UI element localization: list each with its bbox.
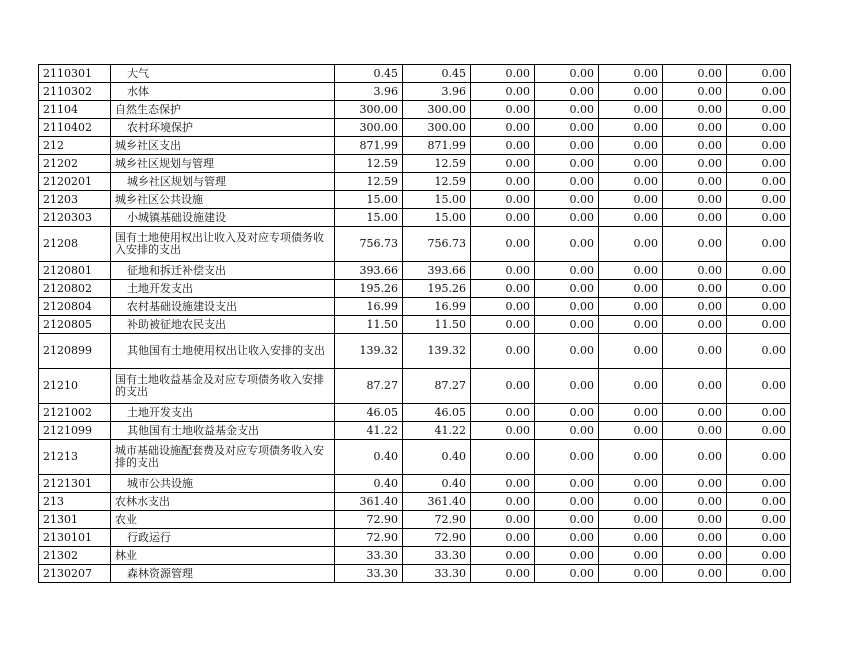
subject-name-cell: 国有土地收益基金及对应专项债务收入安排的支出 <box>111 369 335 404</box>
amount-cell: 0.00 <box>471 173 535 191</box>
amount-cell: 0.00 <box>599 422 663 440</box>
amount-cell: 0.00 <box>535 422 599 440</box>
amount-cell: 0.00 <box>535 440 599 475</box>
subject-code-cell: 2120802 <box>39 280 111 298</box>
amount-cell: 0.00 <box>727 227 791 262</box>
table-row <box>39 547 791 565</box>
subject-name-cell: 征地和拆迁补偿支出 <box>111 262 335 280</box>
amount-cell: 756.73 <box>403 227 471 262</box>
amount-cell: 0.00 <box>471 369 535 404</box>
amount-cell: 0.00 <box>535 191 599 209</box>
amount-cell: 0.00 <box>599 209 663 227</box>
amount-cell: 15.00 <box>403 191 471 209</box>
amount-cell: 0.00 <box>599 280 663 298</box>
amount-cell: 0.00 <box>727 280 791 298</box>
amount-cell: 0.00 <box>471 280 535 298</box>
amount-cell: 0.00 <box>535 334 599 369</box>
table-row <box>39 440 791 475</box>
amount-cell: 12.59 <box>335 155 403 173</box>
amount-cell: 0.00 <box>727 369 791 404</box>
amount-cell: 0.00 <box>535 529 599 547</box>
amount-cell: 3.96 <box>335 83 403 101</box>
amount-cell: 0.00 <box>599 227 663 262</box>
amount-cell: 0.00 <box>663 137 727 155</box>
amount-cell: 15.00 <box>335 191 403 209</box>
subject-name-cell: 农村环境保护 <box>111 119 335 137</box>
table-row <box>39 119 791 137</box>
amount-cell: 0.00 <box>471 334 535 369</box>
subject-code-cell: 213 <box>39 493 111 511</box>
amount-cell: 0.00 <box>535 298 599 316</box>
amount-cell: 0.00 <box>535 262 599 280</box>
subject-name-cell: 森林资源管理 <box>111 565 335 583</box>
subject-name-cell: 城乡社区支出 <box>111 137 335 155</box>
subject-code-cell: 21213 <box>39 440 111 475</box>
amount-cell: 0.00 <box>535 65 599 83</box>
table-row <box>39 334 791 369</box>
amount-cell: 0.00 <box>599 83 663 101</box>
amount-cell: 0.00 <box>471 227 535 262</box>
amount-cell: 0.00 <box>663 155 727 173</box>
amount-cell: 0.00 <box>663 422 727 440</box>
amount-cell: 0.00 <box>599 155 663 173</box>
amount-cell: 72.90 <box>403 529 471 547</box>
subject-name-cell: 农业 <box>111 511 335 529</box>
amount-cell: 0.00 <box>535 547 599 565</box>
amount-cell: 15.00 <box>335 209 403 227</box>
amount-cell: 0.00 <box>471 422 535 440</box>
amount-cell: 361.40 <box>335 493 403 511</box>
subject-name-cell: 城市公共设施 <box>111 475 335 493</box>
amount-cell: 0.00 <box>535 369 599 404</box>
budget-expenditure-table <box>38 64 791 583</box>
subject-code-cell: 21203 <box>39 191 111 209</box>
table-row <box>39 475 791 493</box>
amount-cell: 0.00 <box>599 137 663 155</box>
amount-cell: 0.40 <box>335 475 403 493</box>
amount-cell: 300.00 <box>335 101 403 119</box>
amount-cell: 0.00 <box>599 440 663 475</box>
amount-cell: 871.99 <box>335 137 403 155</box>
amount-cell: 0.00 <box>599 316 663 334</box>
amount-cell: 0.00 <box>599 529 663 547</box>
amount-cell: 0.00 <box>535 227 599 262</box>
amount-cell: 0.00 <box>727 334 791 369</box>
amount-cell: 393.66 <box>335 262 403 280</box>
subject-code-cell: 2130101 <box>39 529 111 547</box>
amount-cell: 0.00 <box>599 369 663 404</box>
amount-cell: 393.66 <box>403 262 471 280</box>
amount-cell: 0.40 <box>335 440 403 475</box>
amount-cell: 0.00 <box>663 404 727 422</box>
subject-name-cell: 其他国有土地使用权出让收入安排的支出 <box>111 334 335 369</box>
subject-name-cell: 大气 <box>111 65 335 83</box>
table-row <box>39 227 791 262</box>
amount-cell: 0.00 <box>599 565 663 583</box>
amount-cell: 0.00 <box>535 565 599 583</box>
amount-cell: 87.27 <box>335 369 403 404</box>
table-row <box>39 155 791 173</box>
amount-cell: 195.26 <box>403 280 471 298</box>
amount-cell: 0.00 <box>535 119 599 137</box>
amount-cell: 0.00 <box>471 440 535 475</box>
amount-cell: 0.00 <box>663 493 727 511</box>
amount-cell: 0.00 <box>663 262 727 280</box>
amount-cell: 33.30 <box>335 547 403 565</box>
amount-cell: 0.00 <box>663 101 727 119</box>
subject-name-cell: 行政运行 <box>111 529 335 547</box>
subject-code-cell: 2110301 <box>39 65 111 83</box>
amount-cell: 87.27 <box>403 369 471 404</box>
subject-code-cell: 21202 <box>39 155 111 173</box>
table-row <box>39 280 791 298</box>
amount-cell: 0.00 <box>663 298 727 316</box>
amount-cell: 12.59 <box>403 173 471 191</box>
amount-cell: 0.00 <box>727 83 791 101</box>
amount-cell: 0.00 <box>663 565 727 583</box>
subject-code-cell: 2120804 <box>39 298 111 316</box>
subject-code-cell: 21301 <box>39 511 111 529</box>
amount-cell: 300.00 <box>403 119 471 137</box>
amount-cell: 72.90 <box>335 529 403 547</box>
amount-cell: 0.00 <box>727 209 791 227</box>
subject-code-cell: 2121002 <box>39 404 111 422</box>
amount-cell: 0.00 <box>471 209 535 227</box>
amount-cell: 33.30 <box>335 565 403 583</box>
amount-cell: 41.22 <box>335 422 403 440</box>
amount-cell: 46.05 <box>403 404 471 422</box>
amount-cell: 0.00 <box>471 65 535 83</box>
table-row <box>39 404 791 422</box>
amount-cell: 0.00 <box>599 475 663 493</box>
amount-cell: 361.40 <box>403 493 471 511</box>
table-row <box>39 493 791 511</box>
amount-cell: 0.00 <box>663 529 727 547</box>
amount-cell: 0.00 <box>599 493 663 511</box>
subject-code-cell: 2121099 <box>39 422 111 440</box>
amount-cell: 0.00 <box>535 316 599 334</box>
amount-cell: 0.00 <box>535 155 599 173</box>
subject-name-cell: 补助被征地农民支出 <box>111 316 335 334</box>
table-row <box>39 565 791 583</box>
subject-code-cell: 21208 <box>39 227 111 262</box>
amount-cell: 0.00 <box>535 404 599 422</box>
amount-cell: 0.00 <box>663 280 727 298</box>
amount-cell: 12.59 <box>335 173 403 191</box>
amount-cell: 46.05 <box>335 404 403 422</box>
amount-cell: 0.00 <box>663 119 727 137</box>
subject-code-cell: 2110402 <box>39 119 111 137</box>
amount-cell: 0.00 <box>599 119 663 137</box>
table-row <box>39 137 791 155</box>
amount-cell: 0.00 <box>727 511 791 529</box>
amount-cell: 0.00 <box>663 511 727 529</box>
amount-cell: 0.00 <box>599 191 663 209</box>
table-row <box>39 191 791 209</box>
amount-cell: 300.00 <box>403 101 471 119</box>
amount-cell: 0.00 <box>535 493 599 511</box>
amount-cell: 0.00 <box>599 334 663 369</box>
amount-cell: 0.00 <box>727 137 791 155</box>
subject-name-cell: 农村基础设施建设支出 <box>111 298 335 316</box>
subject-code-cell: 2121301 <box>39 475 111 493</box>
subject-code-cell: 2120201 <box>39 173 111 191</box>
subject-code-cell: 2130207 <box>39 565 111 583</box>
amount-cell: 0.00 <box>727 191 791 209</box>
amount-cell: 0.00 <box>471 83 535 101</box>
amount-cell: 0.40 <box>403 475 471 493</box>
amount-cell: 0.00 <box>535 137 599 155</box>
amount-cell: 0.00 <box>727 155 791 173</box>
amount-cell: 0.00 <box>535 173 599 191</box>
table-row <box>39 173 791 191</box>
amount-cell: 0.00 <box>727 475 791 493</box>
subject-name-cell: 土地开发支出 <box>111 280 335 298</box>
table-row <box>39 262 791 280</box>
amount-cell: 300.00 <box>335 119 403 137</box>
subject-code-cell: 212 <box>39 137 111 155</box>
amount-cell: 0.00 <box>663 173 727 191</box>
amount-cell: 0.00 <box>599 404 663 422</box>
subject-code-cell: 21210 <box>39 369 111 404</box>
amount-cell: 0.00 <box>727 422 791 440</box>
amount-cell: 0.00 <box>663 191 727 209</box>
subject-name-cell: 林业 <box>111 547 335 565</box>
amount-cell: 0.00 <box>471 529 535 547</box>
amount-cell: 0.00 <box>663 475 727 493</box>
subject-name-cell: 国有土地使用权出让收入及对应专项债务收入安排的支出 <box>111 227 335 262</box>
subject-name-cell: 小城镇基础设施建设 <box>111 209 335 227</box>
amount-cell: 0.00 <box>599 65 663 83</box>
amount-cell: 0.00 <box>471 155 535 173</box>
table-row <box>39 511 791 529</box>
amount-cell: 0.00 <box>471 511 535 529</box>
amount-cell: 0.00 <box>727 316 791 334</box>
subject-name-cell: 城乡社区公共设施 <box>111 191 335 209</box>
amount-cell: 0.00 <box>599 511 663 529</box>
table-row <box>39 369 791 404</box>
amount-cell: 871.99 <box>403 137 471 155</box>
amount-cell: 0.00 <box>727 119 791 137</box>
amount-cell: 0.00 <box>535 280 599 298</box>
amount-cell: 0.00 <box>471 101 535 119</box>
table-body <box>39 65 791 583</box>
subject-name-cell: 水体 <box>111 83 335 101</box>
amount-cell: 0.00 <box>599 298 663 316</box>
amount-cell: 0.00 <box>535 83 599 101</box>
subject-name-cell: 自然生态保护 <box>111 101 335 119</box>
amount-cell: 0.00 <box>535 475 599 493</box>
amount-cell: 0.00 <box>471 493 535 511</box>
amount-cell: 0.45 <box>335 65 403 83</box>
amount-cell: 33.30 <box>403 565 471 583</box>
subject-code-cell: 2120899 <box>39 334 111 369</box>
amount-cell: 72.90 <box>335 511 403 529</box>
amount-cell: 0.00 <box>663 209 727 227</box>
amount-cell: 0.00 <box>727 101 791 119</box>
amount-cell: 33.30 <box>403 547 471 565</box>
amount-cell: 0.00 <box>663 83 727 101</box>
subject-name-cell: 农林水支出 <box>111 493 335 511</box>
amount-cell: 0.00 <box>471 119 535 137</box>
amount-cell: 0.00 <box>663 65 727 83</box>
amount-cell: 0.00 <box>727 565 791 583</box>
amount-cell: 0.00 <box>471 565 535 583</box>
table-row <box>39 101 791 119</box>
amount-cell: 11.50 <box>403 316 471 334</box>
amount-cell: 0.00 <box>663 547 727 565</box>
amount-cell: 0.00 <box>471 262 535 280</box>
subject-code-cell: 2120801 <box>39 262 111 280</box>
amount-cell: 0.00 <box>471 316 535 334</box>
subject-code-cell: 2120303 <box>39 209 111 227</box>
subject-name-cell: 其他国有土地收益基金支出 <box>111 422 335 440</box>
amount-cell: 0.40 <box>403 440 471 475</box>
amount-cell: 3.96 <box>403 83 471 101</box>
amount-cell: 0.00 <box>727 493 791 511</box>
subject-code-cell: 2110302 <box>39 83 111 101</box>
amount-cell: 0.00 <box>663 369 727 404</box>
amount-cell: 0.00 <box>471 137 535 155</box>
amount-cell: 0.00 <box>599 173 663 191</box>
amount-cell: 195.26 <box>335 280 403 298</box>
amount-cell: 0.00 <box>727 262 791 280</box>
amount-cell: 0.00 <box>471 191 535 209</box>
amount-cell: 0.00 <box>663 440 727 475</box>
amount-cell: 139.32 <box>403 334 471 369</box>
amount-cell: 16.99 <box>403 298 471 316</box>
amount-cell: 72.90 <box>403 511 471 529</box>
amount-cell: 0.00 <box>535 511 599 529</box>
table-row <box>39 83 791 101</box>
amount-cell: 12.59 <box>403 155 471 173</box>
amount-cell: 16.99 <box>335 298 403 316</box>
table-row <box>39 209 791 227</box>
subject-code-cell: 21302 <box>39 547 111 565</box>
table-row <box>39 316 791 334</box>
amount-cell: 0.00 <box>535 101 599 119</box>
amount-cell: 0.00 <box>727 173 791 191</box>
subject-code-cell: 21104 <box>39 101 111 119</box>
amount-cell: 15.00 <box>403 209 471 227</box>
amount-cell: 0.00 <box>727 65 791 83</box>
amount-cell: 0.00 <box>727 547 791 565</box>
amount-cell: 0.00 <box>471 404 535 422</box>
subject-name-cell: 土地开发支出 <box>111 404 335 422</box>
amount-cell: 0.00 <box>727 404 791 422</box>
subject-name-cell: 城乡社区规划与管理 <box>111 155 335 173</box>
subject-code-cell: 2120805 <box>39 316 111 334</box>
amount-cell: 0.00 <box>599 101 663 119</box>
table-row <box>39 529 791 547</box>
table-row <box>39 65 791 83</box>
amount-cell: 11.50 <box>335 316 403 334</box>
amount-cell: 0.00 <box>727 298 791 316</box>
amount-cell: 0.00 <box>727 440 791 475</box>
amount-cell: 0.00 <box>471 547 535 565</box>
amount-cell: 41.22 <box>403 422 471 440</box>
amount-cell: 0.00 <box>599 262 663 280</box>
amount-cell: 0.00 <box>471 298 535 316</box>
amount-cell: 0.00 <box>663 316 727 334</box>
amount-cell: 0.00 <box>663 227 727 262</box>
amount-cell: 0.00 <box>727 529 791 547</box>
amount-cell: 0.00 <box>471 475 535 493</box>
amount-cell: 0.00 <box>599 547 663 565</box>
amount-cell: 0.45 <box>403 65 471 83</box>
amount-cell: 756.73 <box>335 227 403 262</box>
amount-cell: 139.32 <box>335 334 403 369</box>
subject-name-cell: 城市基础设施配套费及对应专项债务收入安排的支出 <box>111 440 335 475</box>
amount-cell: 0.00 <box>535 209 599 227</box>
subject-name-cell: 城乡社区规划与管理 <box>111 173 335 191</box>
table-row <box>39 422 791 440</box>
amount-cell: 0.00 <box>663 334 727 369</box>
table-row <box>39 298 791 316</box>
